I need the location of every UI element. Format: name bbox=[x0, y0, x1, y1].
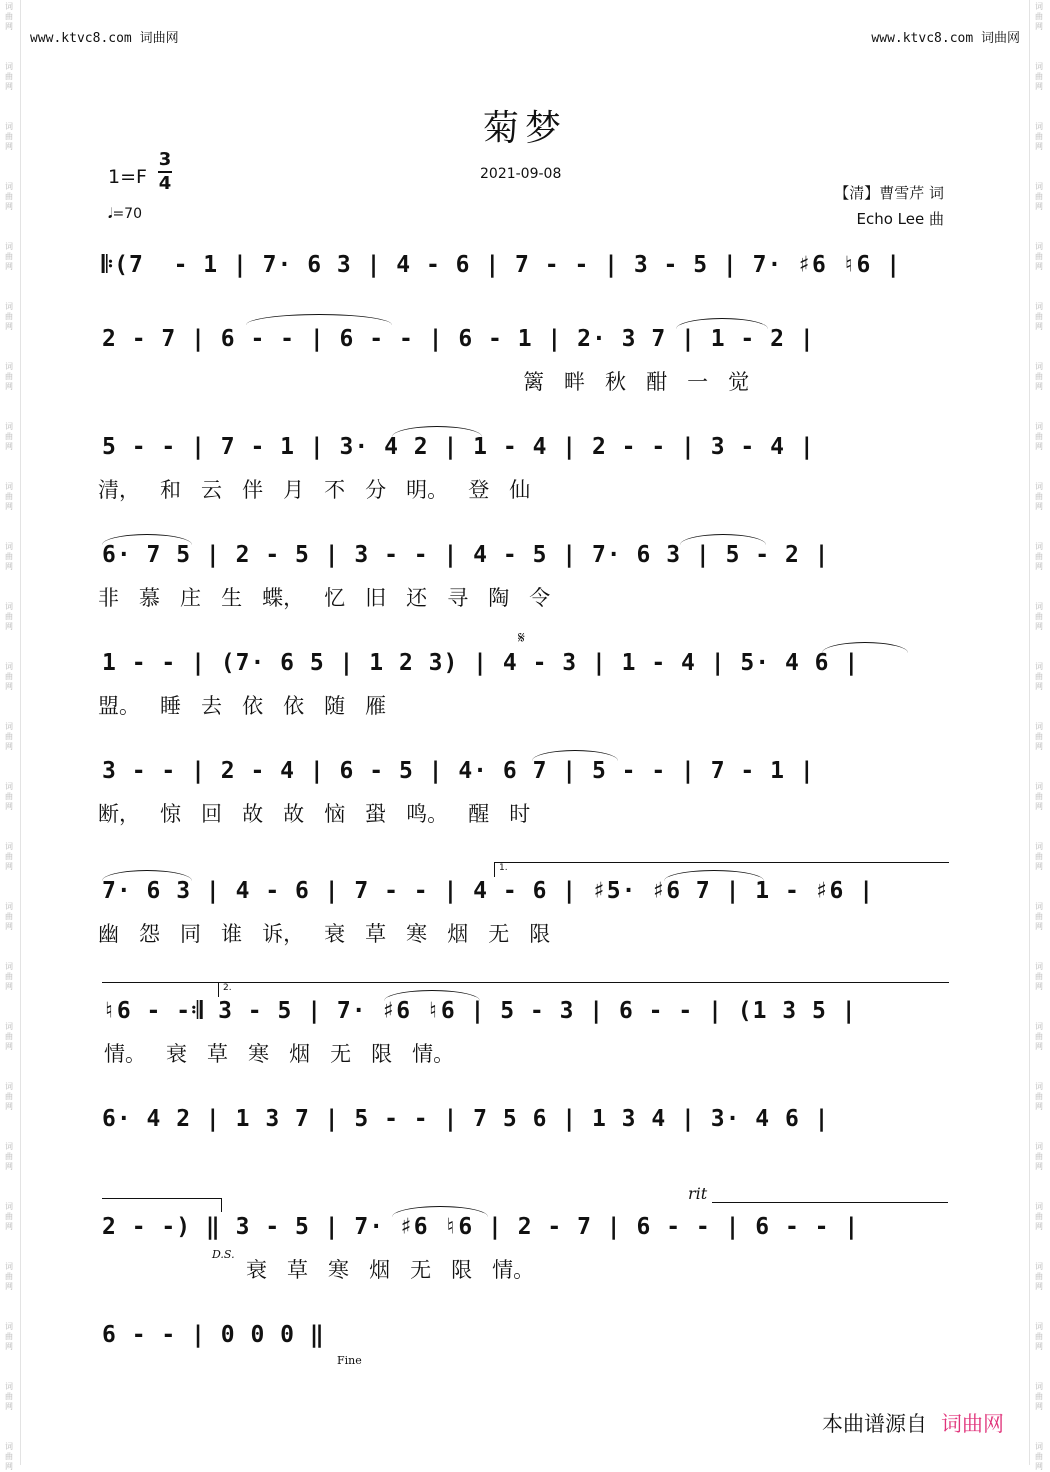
watermark-text: 词 曲 网 bbox=[5, 1382, 13, 1411]
watermark-text: 词 曲 网 bbox=[5, 1082, 13, 1111]
watermark-text: 词 曲 网 bbox=[5, 1142, 13, 1171]
watermark-text: 词 曲 网 bbox=[5, 1262, 13, 1291]
notation: 1 - - | (7· 6 5 | 1 2 3) | 4 - 3 | 1 - 4 | 5· 4 6 | bbox=[102, 650, 860, 676]
watermark-text: 词 曲 网 bbox=[5, 2, 13, 31]
watermark-text: 词 曲 网 bbox=[5, 902, 13, 931]
fine-mark: Fine bbox=[337, 1354, 362, 1367]
lyric: 断， 惊 回 故 故 恼 蛩 鸣。 醒 时 bbox=[98, 802, 531, 826]
lyric: 情。 衰 草 寒 烟 无 限 情。 bbox=[104, 1042, 455, 1066]
watermark-text: 词 曲 网 bbox=[5, 782, 13, 811]
watermark-text: 词 曲 网 bbox=[5, 602, 13, 631]
time-signature bbox=[158, 150, 172, 194]
right-watermark-strip bbox=[1029, 0, 1050, 1471]
watermark-text: 词 曲 网 bbox=[1035, 182, 1043, 211]
watermark-text: 词 曲 网 bbox=[5, 962, 13, 991]
watermark-text: 词 曲 网 bbox=[5, 422, 13, 451]
watermark-text: 词 曲 网 bbox=[1035, 1382, 1043, 1411]
watermark-text: 词 曲 网 bbox=[5, 122, 13, 151]
watermark-text: 词 曲 网 bbox=[1035, 722, 1043, 751]
watermark-text: 词 曲 网 bbox=[1035, 1322, 1043, 1351]
notation: 7· 6 3 | 4 - 6 | 7 - - | 4 - 6 | ♯5· ♯6 7 | 1 - ♯6 | bbox=[102, 878, 875, 904]
watermark-text: 词 曲 网 bbox=[5, 1322, 13, 1351]
lyric: 衰 草 寒 烟 无 限 情。 bbox=[246, 1258, 535, 1282]
date: 2021-09-08 bbox=[480, 166, 562, 182]
watermark-text: 词 曲 网 bbox=[1035, 362, 1043, 391]
ds-mark: D.S. bbox=[212, 1248, 235, 1261]
watermark-text: 词 曲 网 bbox=[1035, 962, 1043, 991]
watermark-text: 词 曲 网 bbox=[1035, 422, 1043, 451]
notation: ♮6 - -𝄇 3 - 5 | 7· ♯6 ♮6 | 5 - 3 | 6 - - | (1 3 5 | bbox=[102, 998, 857, 1024]
watermark-text: 词 曲 网 bbox=[1035, 482, 1043, 511]
watermark-text: 词 曲 网 bbox=[5, 302, 13, 331]
time-top: 3 bbox=[158, 149, 172, 170]
watermark-text: 词 曲 网 bbox=[1035, 842, 1043, 871]
watermark-text: 词 曲 网 bbox=[5, 242, 13, 271]
watermark-text: 词 曲 网 bbox=[1035, 1082, 1043, 1111]
song-title: 菊梦 bbox=[482, 108, 567, 149]
composer: Echo Lee 曲 bbox=[856, 210, 944, 228]
watermark-text: 词 曲 网 bbox=[1035, 2, 1043, 31]
watermark-text: 词 曲 网 bbox=[1035, 62, 1043, 91]
segno-mark: 𝄋 bbox=[518, 628, 525, 647]
notation: 6· 4 2 | 1 3 7 | 5 - - | 7 5 6 | 1 3 4 | 3· 4 6 | bbox=[102, 1106, 830, 1132]
watermark-text: 词 曲 网 bbox=[5, 1022, 13, 1051]
notation: 2 - 7 | 6 - - | 6 - - | 6 - 1 | 2· 3 7 | 1 - 2 | bbox=[102, 326, 815, 352]
watermark-text: 词 曲 网 bbox=[5, 1202, 13, 1231]
key-signature: 1=F bbox=[108, 166, 147, 188]
notation: 3 - - | 2 - 4 | 6 - 5 | 4· 6 7 | 5 - - | 7 - 1 | bbox=[102, 758, 815, 784]
watermark-text: 词 曲 网 bbox=[1035, 1442, 1043, 1471]
watermark-text: 词 曲 网 bbox=[1035, 242, 1043, 271]
watermark-text: 词 曲 网 bbox=[1035, 662, 1043, 691]
watermark-text: 词 曲 网 bbox=[1035, 1262, 1043, 1291]
watermark-text: 词 曲 网 bbox=[5, 362, 13, 391]
notation: 6· 7 5 | 2 - 5 | 3 - - | 4 - 5 | 7· 6 3 | 5 - 2 | bbox=[102, 542, 830, 568]
watermark-text: 词 曲 网 bbox=[5, 62, 13, 91]
site-label-left: www.ktvc8.com 词曲网 bbox=[30, 31, 179, 46]
volta-2: 2. bbox=[218, 982, 949, 997]
watermark-text: 词 曲 网 bbox=[5, 662, 13, 691]
watermark-text: 词 曲 网 bbox=[1035, 302, 1043, 331]
watermark-text: 词 曲 网 bbox=[5, 1442, 13, 1471]
footer-label: 本曲谱源自 bbox=[822, 1412, 927, 1436]
watermark-text: 词 曲 网 bbox=[5, 482, 13, 511]
volta-1: 1. bbox=[494, 862, 949, 877]
site-label-right: www.ktvc8.com 词曲网 bbox=[871, 31, 1020, 46]
rit-mark: rit bbox=[688, 1184, 708, 1203]
lyric: 盟。 睡 去 依 依 随 雁 bbox=[98, 694, 387, 718]
notation: 2 - -) ‖ 3 - 5 | 7· ♯6 ♮6 | 2 - 7 | 6 - - | 6 - - | bbox=[102, 1214, 860, 1240]
tempo-mark: 𝅘𝅥=70 bbox=[108, 206, 142, 222]
watermark-text: 词 曲 网 bbox=[1035, 902, 1043, 931]
left-watermark-strip bbox=[0, 0, 21, 1471]
time-bottom: 4 bbox=[158, 173, 172, 194]
watermark-text: 词 曲 网 bbox=[5, 722, 13, 751]
watermark-text: 词 曲 网 bbox=[1035, 122, 1043, 151]
lyric: 幽 怨 同 谁 诉， 衰 草 寒 烟 无 限 bbox=[98, 922, 551, 946]
watermark-text: 词 曲 网 bbox=[5, 182, 13, 211]
watermark-text: 词 曲 网 bbox=[1035, 782, 1043, 811]
lyric: 篱 畔 秋 酣 一 觉 bbox=[523, 370, 750, 394]
notation: 6 - - | 0 0 0 ‖ bbox=[102, 1322, 325, 1348]
footer-source bbox=[822, 1408, 1004, 1438]
watermark-text: 词 曲 网 bbox=[1035, 1022, 1043, 1051]
watermark-text: 词 曲 网 bbox=[1035, 602, 1043, 631]
watermark-text: 词 曲 网 bbox=[5, 842, 13, 871]
lyric: 非 慕 庄 生 蝶， 忆 旧 还 寻 陶 令 bbox=[98, 586, 551, 610]
lyric: 清， 和 云 伴 月 不 分 明。 登 仙 bbox=[98, 478, 531, 502]
watermark-text: 词 曲 网 bbox=[1035, 1142, 1043, 1171]
notation: 𝄆(7 - 1 | 7· 6 3 | 4 - 6 | 7 - - | 3 - 5 | 7· ♯6 ♮6 | bbox=[102, 252, 902, 278]
watermark-text: 词 曲 网 bbox=[5, 542, 13, 571]
watermark-text: 词 曲 网 bbox=[1035, 542, 1043, 571]
watermark-text: 词 曲 网 bbox=[1035, 1202, 1043, 1231]
footer-brand-link[interactable]: 词曲网 bbox=[941, 1412, 1004, 1436]
lyricist: 【清】曹雪芹 词 bbox=[834, 184, 944, 202]
notation: 5 - - | 7 - 1 | 3· 4 2 | 1 - 4 | 2 - - | 3 - 4 | bbox=[102, 434, 815, 460]
